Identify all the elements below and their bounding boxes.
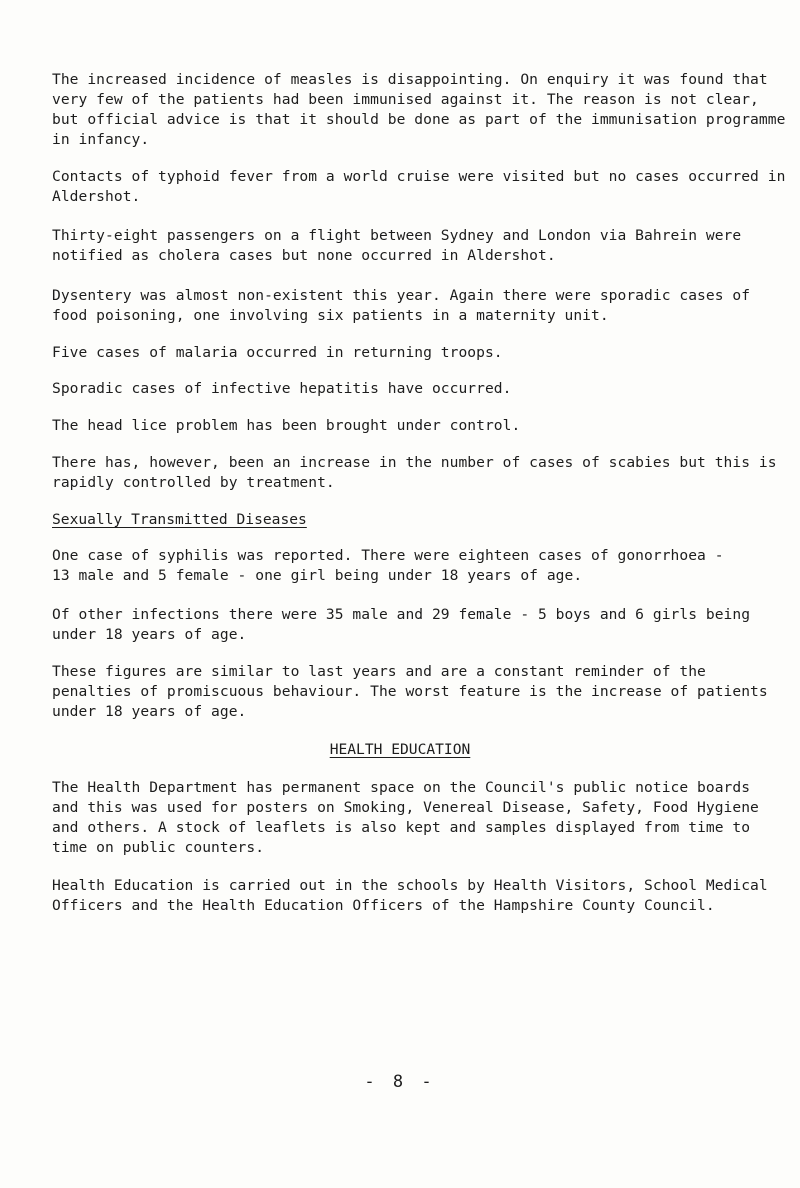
- std-section-heading: Sexually Transmitted Diseases: [52, 511, 307, 528]
- page-number: - 8 -: [364, 1072, 436, 1092]
- notice-boards-paragraph: The Health Department has permanent space on the Council's public notice boards and this was used for posters on Smoking, Venereal Disease, Safety, Food Hygiene and others. A stock of leaflets is also kept and samples displayed from time to time on public counters.: [52, 779, 759, 856]
- health-education-heading: HEALTH EDUCATION: [329, 741, 471, 758]
- typhoid-paragraph: Contacts of typhoid fever from a world cruise were visited but no cases occurred in Aldershot.: [52, 168, 786, 205]
- schools-paragraph: Health Education is carried out in the schools by Health Visitors, School Medical Officers and the Health Education Officers of the Hampshire County Council.: [52, 877, 768, 914]
- cholera-paragraph: Thirty-eight passengers on a flight between Sydney and London via Bahrein were notified as cholera cases but none occurred in Aldershot.: [52, 227, 742, 264]
- dysentery-paragraph: Dysentery was almost non-existent this year. Again there were sporadic cases of food poisoning, one involving six patients in a maternity unit.: [52, 287, 751, 324]
- other-infections-paragraph: Of other infections there were 35 male and 29 female - 5 boys and 6 girls being under 18 years of age.: [52, 606, 751, 643]
- reminder-paragraph: These figures are similar to last years and are a constant reminder of the penalties of promiscuous behaviour. The worst feature is the increase of patients under 18 years of age.: [52, 663, 768, 720]
- syphilis-paragraph: One case of syphilis was reported. There were eighteen cases of gonorrhoea - 13 male and 5 female - one girl being under 18 years of age.: [52, 547, 724, 584]
- head-lice-paragraph: The head lice problem has been brought under control.: [52, 417, 521, 434]
- scabies-paragraph: There has, however, been an increase in the number of cases of scabies but this is rapidly controlled by treatment.: [52, 454, 777, 491]
- measles-paragraph: The increased incidence of measles is disappointing. On enquiry it was found that very few of the patients had been immunised against it. The reason is not clear, but official advice is that it should be done as part of the immunisation programme in infancy.: [52, 71, 786, 148]
- hepatitis-paragraph: Sporadic cases of infective hepatitis have occurred.: [52, 380, 512, 397]
- malaria-paragraph: Five cases of malaria occurred in returning troops.: [52, 344, 503, 361]
